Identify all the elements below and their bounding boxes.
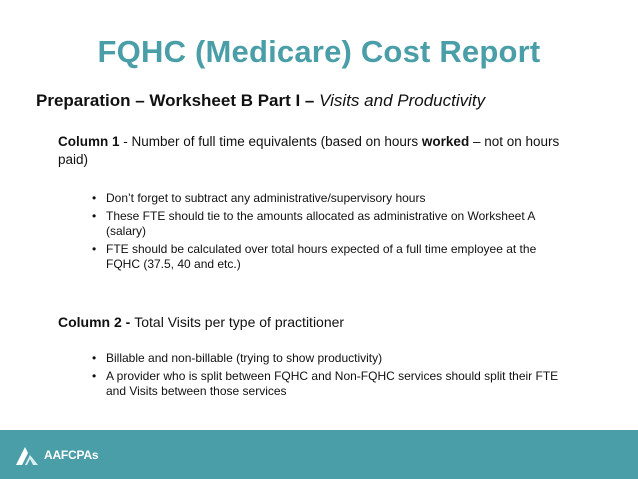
- column-1-label: Column 1: [58, 134, 120, 149]
- list-item: • Billable and non-billable (trying to show productivity): [92, 351, 383, 365]
- column-2-description: [58, 313, 578, 331]
- bullet-icon: •: [92, 242, 97, 256]
- list-item: • These FTE should tie to the amounts allocated as administrative on Worksheet A (salary): [92, 209, 535, 238]
- column-1-text-before: - Number of full time equivalents (based on hours: [119, 134, 422, 149]
- bullet-icon: •: [92, 209, 97, 223]
- column-2-text: Total Visits per type of practitioner: [134, 314, 345, 330]
- column-1-description: [58, 133, 578, 169]
- bullet-icon: •: [92, 191, 97, 205]
- logo-mark-icon: [14, 443, 40, 467]
- list-item: • FTE should be calculated over total hours expected of a full time employee at the FQHC (37.5, 40 and etc.): [92, 242, 537, 271]
- logo-text: AAFCPAs: [44, 448, 99, 462]
- column-2-bullet-list: [92, 351, 562, 402]
- subtitle-bold: Preparation – Worksheet B Part I –: [36, 91, 320, 110]
- bullet-icon: •: [92, 369, 97, 383]
- list-item: • Don’t forget to subtract any administrative/supervisory hours: [92, 191, 426, 205]
- company-logo: [14, 443, 98, 467]
- column-1-text-after: – not on hours paid): [58, 134, 560, 167]
- slide-title: FQHC (Medicare) Cost Report: [97, 34, 541, 69]
- subtitle-italic: Visits and Productivity: [319, 91, 486, 110]
- column-2-label: Column 2 -: [58, 314, 135, 330]
- column-1-bullet-list: [92, 191, 562, 275]
- slide-subtitle: [36, 91, 485, 111]
- bullet-icon: •: [92, 351, 97, 365]
- footer-bar: [0, 430, 638, 479]
- list-item: • A provider who is split between FQHC and Non-FQHC services should split their FTE and Visits between those services: [92, 369, 559, 398]
- column-1-emphasis: worked: [421, 134, 470, 149]
